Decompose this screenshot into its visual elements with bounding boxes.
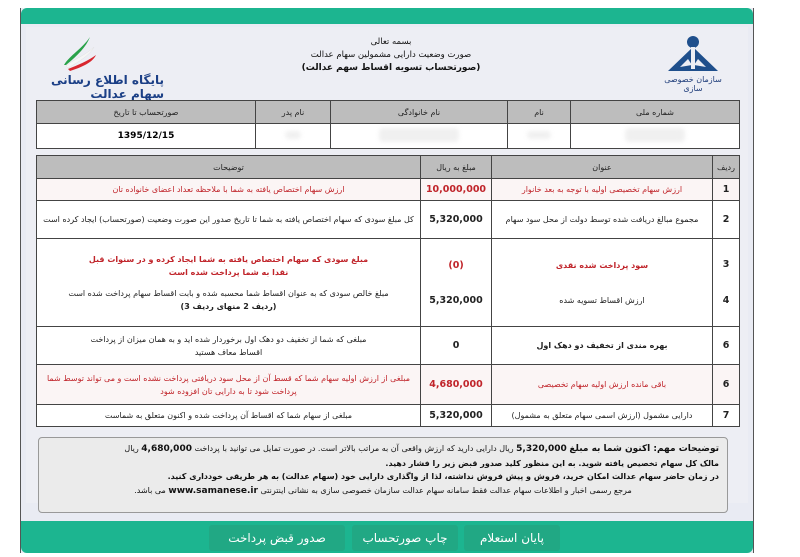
- row-number: 2: [713, 201, 740, 239]
- first-name-header: نام: [508, 101, 571, 124]
- current-asset-amount: 5,320,000: [516, 444, 567, 454]
- statement-header-row: [37, 156, 740, 179]
- amount-header: مبلغ به ریال: [421, 156, 492, 179]
- table-row: [37, 365, 740, 405]
- title-line-3: (صورتحساب تسویه اقساط سهم عدالت): [301, 63, 481, 73]
- row-number-header: ردیف: [713, 156, 740, 179]
- statement-date-value: 1395/12/15: [37, 124, 256, 149]
- national-id-value: [571, 124, 740, 149]
- row-description-note: (ردیف 2 منهای ردیف 3): [180, 301, 277, 311]
- description-header: توضیحات: [37, 156, 421, 179]
- row-number: 6: [713, 327, 740, 365]
- end-inquiry-button[interactable]: پایان استعلام: [464, 525, 560, 551]
- notes-mid: ریال دارایی دارید که ارزش واقعی آن به مراتب بالاتر است. در صورت تمایل می توانید با پرداخت: [194, 444, 514, 453]
- row-number-pair: [713, 239, 740, 327]
- row-amount: 4,680,000: [421, 365, 492, 405]
- justice-shares-logo: [34, 35, 164, 101]
- row-description: مبلغی از سهام شما که اقساط آن پرداخت شده و اکنون متعلق به شماست: [37, 405, 421, 427]
- row-title: ارزش اقساط تسویه شده: [559, 295, 645, 305]
- statement-date-header: صورتحساب تا تاریخ: [37, 101, 256, 124]
- row-description: کل مبلغ سودی که سهام اختصاص یافته به شما تا تاریخ صدور این صورت وضعیت (صورتحساب) ایجاد کرده است: [37, 201, 421, 239]
- row-title: مجموع مبالغ دریافت شده توسط دولت از محل سود سهام: [492, 201, 713, 239]
- action-bar: [21, 521, 753, 553]
- print-statement-button[interactable]: چاپ صورتحساب: [352, 525, 458, 551]
- row-title: باقی مانده ارزش اولیه سهام تخصیصی: [492, 365, 713, 405]
- personal-info-table: [36, 100, 740, 149]
- national-id-header: شماره ملی: [571, 101, 740, 124]
- statement-title: [226, 37, 556, 73]
- table-row: [37, 327, 740, 365]
- notes-line-4: [47, 484, 719, 499]
- issue-payment-receipt-button[interactable]: صدور قبض پرداخت: [209, 525, 345, 551]
- notes-line-2: مالک کل سهام تخصیص یافته شوید. به این منظور کلید صدور قبض زیر را فشار دهید.: [385, 458, 719, 468]
- row-number: 4: [722, 294, 730, 306]
- row-title: سود پرداخت شده نقدی: [555, 260, 649, 270]
- last-name-value: [331, 124, 508, 149]
- table-row: [37, 201, 740, 239]
- table-row-group: [37, 239, 740, 327]
- statement-table: [36, 155, 740, 427]
- row-description-pair: [37, 239, 421, 327]
- iran-flag-icon: [56, 35, 106, 71]
- father-name-value: [256, 124, 331, 149]
- row-title: بهره مندی از تخفیف دو دهک اول: [492, 327, 713, 365]
- first-name-value: [508, 124, 571, 149]
- table-row: [37, 179, 740, 201]
- row-amount-pair: [421, 239, 492, 327]
- row-description: مبلغ سودی که سهام اختصاص یافته به شما ایجاد کرده و در سنوات قبل نقدا به شما پرداخت شده است: [88, 254, 369, 277]
- redacted-last-name: [379, 128, 459, 142]
- statement-window: [20, 8, 754, 553]
- privatization-logo-icon: [666, 35, 720, 73]
- left-logo-text: پایگاه اطلاع رسانی سهام عدالت: [50, 73, 164, 101]
- notes-reference: مرجع رسمی اخبار و اطلاعات سهام عدالت فقط سامانه سهام عدالت سازمان خصوصی سازی به نشانی اینترنتی: [260, 485, 632, 495]
- row-description: مبلغ خالص سودی که به عنوان اقساط شما محسبه شده و بابت اقساط سهام پرداخت شده است: [68, 288, 389, 298]
- title-header: عنوان: [492, 156, 713, 179]
- row-description: مبلغی از ارزش اولیه سهام شما که قسط آن از محل سود دریافتی پرداخت نشده است و می تواند توسط شما پرداخت شود تا به دارایی تان افزوده شود: [37, 365, 421, 405]
- last-name-header: نام خانوادگی: [331, 101, 508, 124]
- website-link[interactable]: www.samanese.ir: [168, 485, 258, 496]
- top-bar: [21, 8, 753, 24]
- important-notes-box: [38, 437, 728, 513]
- info-header-row: [37, 101, 740, 124]
- row-number: 7: [713, 405, 740, 427]
- row-number: 1: [713, 179, 740, 201]
- row-number: 3: [722, 258, 730, 270]
- redacted-father-name: [285, 131, 301, 139]
- row-amount: (0): [448, 259, 464, 271]
- privatization-org-logo: [658, 35, 728, 93]
- row-description: مبلغی که شما از تخفیف دو دهک اول برخوردار شده اید و به همان میزان از پرداخت اقساط معاف هستید: [37, 327, 421, 365]
- notes-end: می باشد.: [134, 485, 166, 495]
- info-value-row: [37, 124, 740, 149]
- statement-header: [26, 27, 748, 101]
- row-amount: 0: [421, 327, 492, 365]
- row-description: ارزش سهام اختصاص یافته به شما با ملاحظه تعداد اعضای خانواده تان: [37, 179, 421, 201]
- row-title-pair: [492, 239, 713, 327]
- row-amount: 5,320,000: [429, 294, 483, 306]
- notes-intro: توضیحات مهم: اکنون شما به مبلغ: [569, 444, 719, 454]
- redacted-first-name: [527, 131, 551, 139]
- row-amount: 5,320,000: [421, 405, 492, 427]
- remaining-payment-amount: 4,680,000: [141, 444, 192, 454]
- row-number: 6: [713, 365, 740, 405]
- redacted-national-id: [625, 128, 685, 142]
- row-title: ارزش سهام تخصیصی اولیه با توجه به بعد خانوار: [492, 179, 713, 201]
- table-row: [37, 405, 740, 427]
- row-amount: 10,000,000: [421, 179, 492, 201]
- row-title: دارایی مشمول (ارزش اسمی سهام متعلق به مشمول): [492, 405, 713, 427]
- statement-panel: [26, 27, 748, 503]
- title-line-1: بسمه تعالی: [370, 37, 412, 47]
- right-logo-text: سازمان خصوصی سازی: [664, 75, 722, 93]
- father-name-header: نام پدر: [256, 101, 331, 124]
- row-amount: 5,320,000: [421, 201, 492, 239]
- title-line-2: صورت وضعیت دارایی مشمولین سهام عدالت: [310, 50, 472, 60]
- notes-line-3: در زمان حاضر سهام عدالت امکان خرید، فروش و پیش فروش نداشته، لذا از واگذاری دارایی خود (سهام عدالت) به هر طریقی خودداری کنید.: [167, 472, 719, 481]
- notes-rial: ریال: [124, 444, 139, 453]
- notes-line-1: [47, 442, 719, 457]
